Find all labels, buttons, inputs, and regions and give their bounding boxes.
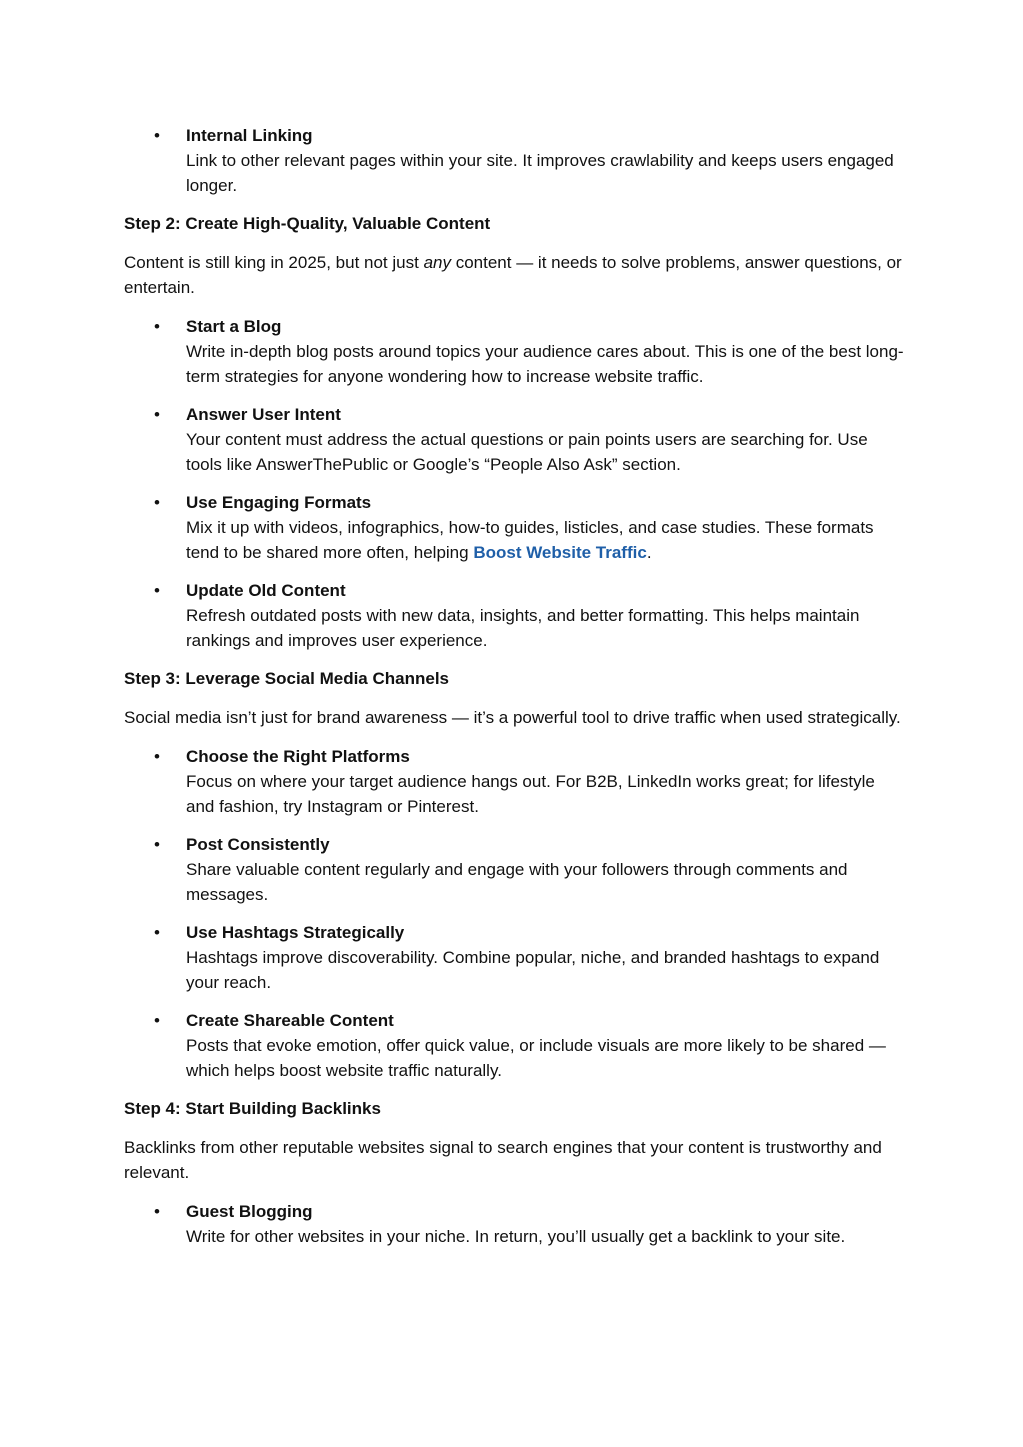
item-title: • Answer User Intent [186,405,341,424]
item-desc: Your content must address the actual questions or pain points users are searching for. Use tools like AnswerThePublic or Google’s “People Also Ask” section. [186,430,868,474]
list-item [124,744,904,819]
step2-intro-part-a: Content is still king in 2025, but not just [124,253,424,272]
item-desc-end: . [646,543,652,562]
item-title: • Create Shareable Content [186,1011,394,1030]
list-item [124,123,904,198]
list-item [124,402,904,477]
step4-intro: Backlinks from other reputable websites signal to search engines that your content is trustworthy and relevant. [124,1138,882,1182]
step2-intro-emphasis: any [423,253,451,272]
step2-heading: Step 2: Create High-Quality, Valuable Content [124,214,491,233]
item-desc: Refresh outdated posts with new data, insights, and better formatting. This helps maintain rankings and improves user experience. [186,606,860,650]
item-desc-text: Mix it up with videos, infographics, how-to guides, listicles, and case studies. These formats tend to be shared more often, helping [186,518,874,562]
item-title: • Choose the Right Platforms [186,747,410,766]
step4-list [124,1199,904,1249]
item-desc: Share valuable content regularly and engage with your followers through comments and messages. [186,860,848,904]
step2-intro-part-b: content — it needs to solve problems, answer questions, or entertain. [124,253,902,297]
step4-heading: Step 4: Start Building Backlinks [124,1099,381,1118]
list-item [124,314,904,389]
step3-heading: Step 3: Leverage Social Media Channels [124,669,450,688]
list-item [124,1199,904,1249]
step2-intro [124,250,904,300]
list-item [124,490,904,565]
list-item [124,578,904,653]
item-desc: Write in-depth blog posts around topics your audience cares about. This is one of the best long-term strategies for anyone wondering how to increase website traffic. [186,342,904,386]
item-title: • Update Old Content [186,581,346,600]
list-item [124,832,904,907]
item-title: • Internal Linking [186,126,313,145]
list-item [124,1008,904,1083]
item-title: • Use Engaging Formats [186,493,372,512]
document-page [124,123,904,1262]
item-title: • Use Hashtags Strategically [186,923,405,942]
step2-list [124,314,904,653]
boost-website-traffic-link[interactable]: Boost Website Traffic [473,543,647,562]
item-desc: Link to other relevant pages within your site. It improves crawlability and keeps users engaged longer. [186,151,894,195]
step3-intro: Social media isn’t just for brand awareness — it’s a powerful tool to drive traffic when used strategically. [124,708,901,727]
item-title: • Start a Blog [186,317,282,336]
step3-list [124,744,904,1083]
item-desc [186,515,904,565]
item-desc: Posts that evoke emotion, offer quick value, or include visuals are more likely to be shared — which helps boost website traffic naturally. [186,1036,886,1080]
list-item [124,920,904,995]
item-title: • Guest Blogging [186,1202,313,1221]
item-desc: Focus on where your target audience hangs out. For B2B, LinkedIn works great; for lifestyle and fashion, try Instagram or Pinterest. [186,772,875,816]
item-desc: Write for other websites in your niche. In return, you’ll usually get a backlink to your site. [186,1227,846,1246]
intro-list [124,123,904,198]
item-title: • Post Consistently [186,835,330,854]
item-desc: Hashtags improve discoverability. Combine popular, niche, and branded hashtags to expand your reach. [186,948,880,992]
